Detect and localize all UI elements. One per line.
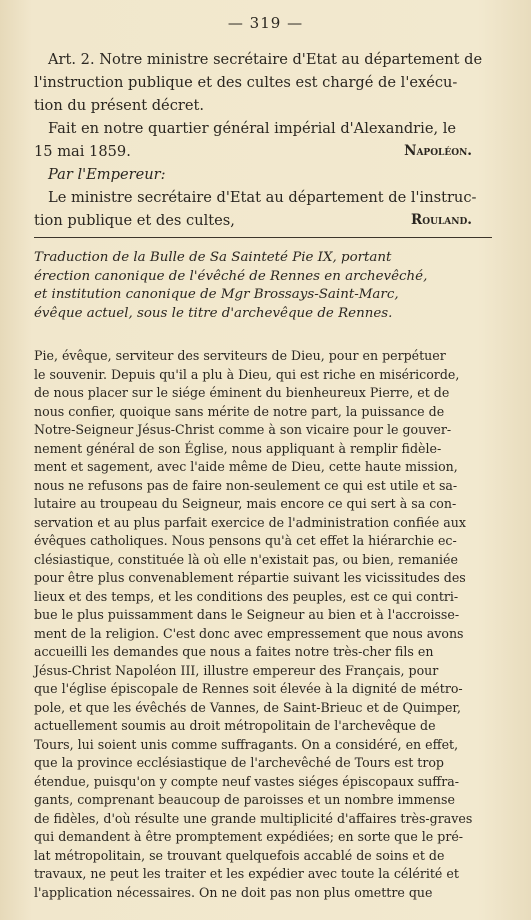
body-line: Jésus-Christ Napoléon III, illustre empereur des Français, pour	[34, 662, 439, 678]
body-line: de fidèles, d'où résulte une grande multiplicité d'affaires très-graves	[34, 810, 473, 826]
par-empereur: Par l'Empereur:	[48, 166, 166, 183]
body-line: gants, comprenant beaucoup de paroisses et un nombre immense	[34, 792, 455, 807]
body-line: nous ne refusons pas de faire non-seulement ce qui est utile et sa-	[34, 477, 458, 493]
body-line: nement général de son Église, nous appliquant à remplir fidèle-	[34, 440, 442, 456]
body-line: pour être plus convenablement répartie suivant les vicissitudes des	[34, 570, 466, 585]
body-line: lat métropolitain, se trouvant quelquefois accablé de soins et de	[34, 847, 445, 863]
body-line: accueilli les demandes que nous a faites notre très-cher fils en	[34, 644, 434, 659]
bull-body	[34, 347, 492, 902]
signature-rouland: Rouland.	[411, 212, 472, 228]
body-line: Notre-Seigneur Jésus-Christ comme à son vicaire pour le gouver-	[34, 422, 452, 437]
minister-text: tion publique et des cultes,	[34, 212, 235, 229]
article-line: Art. 2. Notre ministre secrétaire d'Etat au département de	[48, 51, 483, 68]
minister-line	[34, 209, 492, 232]
heading-line: Traduction de la Bulle de Sa Sainteté Pie IX, portant	[34, 250, 392, 265]
body-line: Tours, lui soient unis comme suffragants. On a considéré, en effet,	[34, 736, 459, 752]
body-line: ment et sagement, avec l'aide même de Dieu, cette haute mission,	[34, 459, 458, 474]
body-line: pole, et que les évêchés de Vannes, de Saint-Brieuc et de Quimper,	[34, 699, 462, 715]
body-line: Pie, évêque, serviteur des serviteurs de Dieu, pour en perpétuer	[34, 348, 446, 363]
article-line: l'instruction publique et des cultes est chargé de l'exécu-	[34, 74, 458, 91]
body-line: l'application nécessaires. On ne doit pas non plus omettre que	[34, 884, 433, 900]
heading-line: évêque actuel, sous le titre d'archevêque de Rennes.	[34, 305, 393, 321]
body-line: bue le plus puissamment dans le Seigneur au bien et à l'accroisse-	[34, 607, 460, 622]
body-line: travaux, ne peut les traiter et les expédier avec toute la célérité et	[34, 866, 459, 881]
body-line: lieux et des temps, et les conditions des peuples, est ce qui contri-	[34, 588, 459, 604]
place-line: Fait en notre quartier général impérial d'Alexandrie, le	[48, 120, 457, 137]
decree-closing	[34, 48, 492, 232]
body-line: actuellement soumis au droit métropolitain de l'archevêque de	[34, 718, 436, 733]
bull-heading	[34, 249, 492, 323]
body-line: ment de la religion. C'est donc avec empressement que nous avons	[34, 625, 464, 641]
heading-line: érection canonique de l'évêché de Rennes en archevêché,	[34, 268, 428, 284]
section-divider	[34, 237, 492, 238]
body-line: le souvenir. Depuis qu'il a plu à Dieu, qui est riche en miséricorde,	[34, 366, 460, 382]
heading-line: et institution canonique de Mgr Brossays-Saint-Marc,	[34, 287, 399, 302]
body-line: de nous placer sur le siége éminent du bienheureux Pierre, et de	[34, 385, 450, 400]
minister-line: Le ministre secrétaire d'Etat au département de l'instruc-	[48, 189, 477, 206]
body-line: étendue, puisqu'on y compte neuf vastes siéges épiscopaux suffra-	[34, 773, 460, 789]
body-line: servation et au plus parfait exercice de l'administration confiée aux	[34, 514, 466, 530]
body-line: évêques catholiques. Nous pensons qu'à cet effet la hiérarchie ec-	[34, 533, 457, 548]
date-line	[34, 140, 492, 163]
body-line: qui demandent à être promptement expédiées; en sorte que le pré-	[34, 829, 464, 844]
article-line: tion du présent décret.	[34, 97, 204, 114]
body-line: que la province ecclésiastique de l'archevêché de Tours est trop	[34, 755, 444, 770]
body-line: que l'église épiscopale de Rennes soit élevée à la dignité de métro-	[34, 681, 463, 696]
signature-napoleon: Napoléon.	[404, 143, 472, 159]
date-text: 15 mai 1859.	[34, 143, 131, 160]
body-line: nous confier, quoique sans mérite de notre part, la puissance de	[34, 403, 445, 419]
page-number: — 319 —	[227, 14, 304, 32]
body-line: lutaire au troupeau du Seigneur, mais encore ce qui sert à sa con-	[34, 496, 457, 511]
body-line: clésiastique, constituée là où elle n'existait pas, ou bien, remaniée	[34, 551, 458, 567]
